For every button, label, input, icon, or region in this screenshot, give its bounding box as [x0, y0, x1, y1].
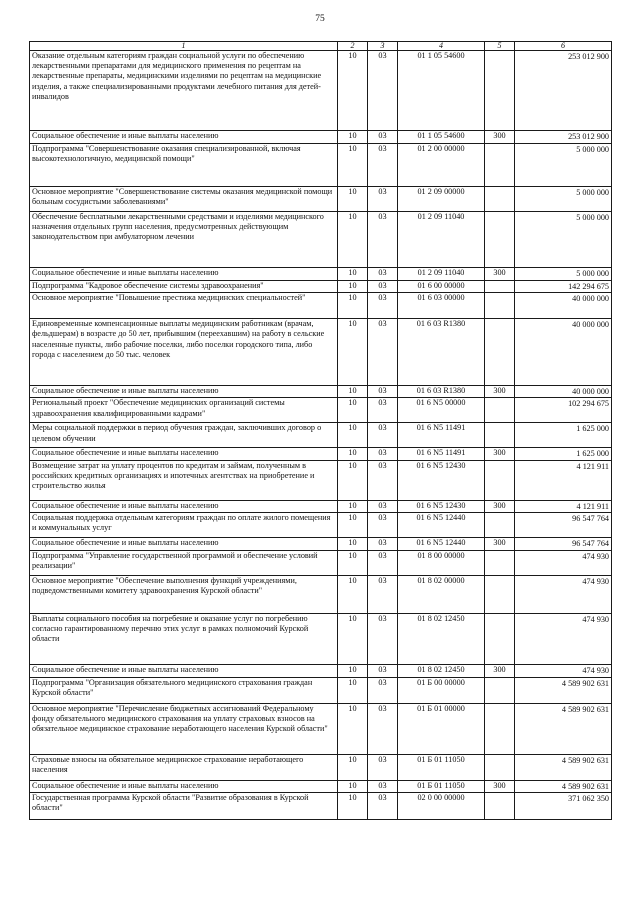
row-target-code-cell: 01 6 03 00000 [398, 293, 485, 319]
table-row [30, 677, 612, 703]
row-target-code-cell: 01 6 N5 00000 [398, 398, 485, 423]
row-section-cell: 10 [338, 187, 368, 212]
header-cell: 6 [515, 42, 612, 51]
row-target-code-cell: 01 6 N5 11491 [398, 448, 485, 460]
row-expense-type-cell [485, 144, 515, 187]
row-section-cell: 10 [338, 131, 368, 144]
row-name-cell: Подпрограмма "Управление государственной программой и обеспечение условий реализации" [30, 550, 338, 575]
row-amount-cell: 5 000 000 [515, 268, 612, 281]
row-target-code-cell: 01 1 05 54600 [398, 51, 485, 131]
row-name-cell: Меры социальной поддержки в период обучения граждан, заключивших договор о целевом обучении [30, 423, 338, 448]
row-subsection-cell: 03 [368, 780, 398, 792]
row-target-code-cell: 01 Б 00 00000 [398, 677, 485, 703]
row-section-cell: 10 [338, 613, 368, 664]
row-amount-cell: 1 625 000 [515, 448, 612, 460]
row-subsection-cell: 03 [368, 423, 398, 448]
row-expense-type-cell: 300 [485, 448, 515, 460]
row-amount-cell: 371 062 350 [515, 793, 612, 820]
row-section-cell: 10 [338, 398, 368, 423]
row-target-code-cell: 01 6 03 R1380 [398, 319, 485, 386]
row-subsection-cell: 03 [368, 613, 398, 664]
row-amount-cell: 474 930 [515, 613, 612, 664]
row-section-cell: 10 [338, 51, 368, 131]
row-amount-cell: 4 589 902 631 [515, 754, 612, 780]
row-expense-type-cell [485, 613, 515, 664]
row-amount-cell: 5 000 000 [515, 187, 612, 212]
table-row [30, 131, 612, 144]
table-row [30, 754, 612, 780]
row-expense-type-cell [485, 754, 515, 780]
row-section-cell: 10 [338, 550, 368, 575]
row-target-code-cell: 01 8 02 00000 [398, 575, 485, 613]
table-row [30, 537, 612, 550]
row-section-cell: 10 [338, 293, 368, 319]
row-amount-cell: 40 000 000 [515, 319, 612, 386]
row-target-code-cell: 02 0 00 00000 [398, 793, 485, 820]
row-target-code-cell: 01 8 02 12450 [398, 613, 485, 664]
row-subsection-cell: 03 [368, 550, 398, 575]
row-expense-type-cell [485, 460, 515, 500]
row-expense-type-cell: 300 [485, 537, 515, 550]
table-row [30, 500, 612, 512]
table-row [30, 575, 612, 613]
row-section-cell: 10 [338, 677, 368, 703]
row-subsection-cell: 03 [368, 575, 398, 613]
row-expense-type-cell: 300 [485, 780, 515, 792]
row-section-cell: 10 [338, 212, 368, 268]
row-target-code-cell: 01 6 N5 11491 [398, 423, 485, 448]
row-subsection-cell: 03 [368, 268, 398, 281]
row-amount-cell: 4 121 911 [515, 500, 612, 512]
table-row [30, 268, 612, 281]
row-expense-type-cell [485, 703, 515, 754]
row-section-cell: 10 [338, 512, 368, 537]
row-name-cell: Социальное обеспечение и иные выплаты населению [30, 268, 338, 281]
row-name-cell: Единовременные компенсационные выплаты медицинским работникам (врачам, фельдшерам) в возрасте до 50 лет, прибывшим (переехавшим) на работу в сельские населенные пункты, либо рабочие поселки, либо поселки городского типа, либо города с населением до 50 тыс. человек [30, 319, 338, 386]
row-expense-type-cell [485, 319, 515, 386]
table-row [30, 319, 612, 386]
row-expense-type-cell [485, 187, 515, 212]
row-subsection-cell: 03 [368, 793, 398, 820]
row-expense-type-cell [485, 575, 515, 613]
row-subsection-cell: 03 [368, 500, 398, 512]
row-section-cell: 10 [338, 448, 368, 460]
row-expense-type-cell [485, 398, 515, 423]
header-cell: 4 [398, 42, 485, 51]
header-cell: 5 [485, 42, 515, 51]
row-expense-type-cell [485, 293, 515, 319]
row-amount-cell: 253 012 900 [515, 131, 612, 144]
row-name-cell: Основное мероприятие "Перечисление бюджетных ассигнований Федеральному фонду обязательного медицинского страхования на уплату страховых взносов на обязательное медицинское страхование неработающего населения Курской области" [30, 703, 338, 754]
row-section-cell: 10 [338, 754, 368, 780]
row-amount-cell: 4 589 902 631 [515, 677, 612, 703]
table-row [30, 460, 612, 500]
header-cell: 2 [338, 42, 368, 51]
row-amount-cell: 4 589 902 631 [515, 780, 612, 792]
row-name-cell: Подпрограмма "Совершенствование оказания специализированной, включая высокотехнологичную, медицинской помощи" [30, 144, 338, 187]
row-target-code-cell: 01 2 09 11040 [398, 268, 485, 281]
table-row [30, 423, 612, 448]
row-expense-type-cell [485, 677, 515, 703]
row-target-code-cell: 01 8 00 00000 [398, 550, 485, 575]
row-subsection-cell: 03 [368, 677, 398, 703]
row-section-cell: 10 [338, 793, 368, 820]
row-subsection-cell: 03 [368, 281, 398, 293]
row-target-code-cell: 01 Б 01 11050 [398, 754, 485, 780]
budget-table [29, 41, 612, 820]
row-name-cell: Социальное обеспечение и иные выплаты населению [30, 664, 338, 677]
row-name-cell: Социальное обеспечение и иные выплаты населению [30, 448, 338, 460]
row-expense-type-cell: 300 [485, 131, 515, 144]
row-expense-type-cell [485, 51, 515, 131]
table-row [30, 793, 612, 820]
row-name-cell: Социальное обеспечение и иные выплаты населению [30, 131, 338, 144]
row-expense-type-cell [485, 512, 515, 537]
row-expense-type-cell: 300 [485, 664, 515, 677]
row-subsection-cell: 03 [368, 448, 398, 460]
row-subsection-cell: 03 [368, 319, 398, 386]
row-subsection-cell: 03 [368, 664, 398, 677]
row-section-cell: 10 [338, 423, 368, 448]
row-subsection-cell: 03 [368, 51, 398, 131]
row-amount-cell: 253 012 900 [515, 51, 612, 131]
row-target-code-cell: 01 2 09 00000 [398, 187, 485, 212]
table-row [30, 144, 612, 187]
row-expense-type-cell: 300 [485, 268, 515, 281]
row-subsection-cell: 03 [368, 293, 398, 319]
table-row [30, 448, 612, 460]
row-subsection-cell: 03 [368, 537, 398, 550]
row-section-cell: 10 [338, 500, 368, 512]
table-row [30, 187, 612, 212]
row-section-cell: 10 [338, 780, 368, 792]
row-target-code-cell: 01 8 02 12450 [398, 664, 485, 677]
row-subsection-cell: 03 [368, 131, 398, 144]
row-target-code-cell: 01 6 N5 12430 [398, 500, 485, 512]
row-amount-cell: 96 547 764 [515, 512, 612, 537]
row-target-code-cell: 01 Б 01 11050 [398, 780, 485, 792]
row-name-cell: Обеспечение бесплатными лекарственными средствами и изделиями медицинского назначения отдельных групп населения, предусмотренных действующим законодательством при амбулаторном лечении [30, 212, 338, 268]
row-section-cell: 10 [338, 268, 368, 281]
row-expense-type-cell: 300 [485, 386, 515, 398]
table-row [30, 703, 612, 754]
row-subsection-cell: 03 [368, 398, 398, 423]
table-row [30, 212, 612, 268]
row-amount-cell: 474 930 [515, 664, 612, 677]
row-target-code-cell: 01 1 05 54600 [398, 131, 485, 144]
row-amount-cell: 4 121 911 [515, 460, 612, 500]
row-expense-type-cell [485, 212, 515, 268]
row-subsection-cell: 03 [368, 386, 398, 398]
header-cell: 1 [30, 42, 338, 51]
table-row [30, 398, 612, 423]
row-amount-cell: 474 930 [515, 575, 612, 613]
row-target-code-cell: 01 6 03 R1380 [398, 386, 485, 398]
row-amount-cell: 40 000 000 [515, 293, 612, 319]
table-row [30, 51, 612, 131]
row-name-cell: Региональный проект "Обеспечение медицинских организаций системы здравоохранения квалифицированными кадрами" [30, 398, 338, 423]
table-row [30, 780, 612, 792]
row-section-cell: 10 [338, 319, 368, 386]
row-amount-cell: 5 000 000 [515, 212, 612, 268]
header-cell: 3 [368, 42, 398, 51]
row-target-code-cell: 01 2 00 00000 [398, 144, 485, 187]
row-expense-type-cell [485, 550, 515, 575]
row-amount-cell: 40 000 000 [515, 386, 612, 398]
table-row [30, 293, 612, 319]
row-name-cell: Социальное обеспечение и иные выплаты населению [30, 537, 338, 550]
row-subsection-cell: 03 [368, 187, 398, 212]
row-target-code-cell: 01 6 00 00000 [398, 281, 485, 293]
row-name-cell: Государственная программа Курской области "Развитие образования в Курской области" [30, 793, 338, 820]
row-name-cell: Социальное обеспечение и иные выплаты населению [30, 780, 338, 792]
row-section-cell: 10 [338, 281, 368, 293]
table-row [30, 550, 612, 575]
row-name-cell: Основное мероприятие "Совершенствование системы оказания медицинской помощи больным сосудистыми заболеваниями" [30, 187, 338, 212]
row-target-code-cell: 01 Б 01 00000 [398, 703, 485, 754]
row-expense-type-cell [485, 281, 515, 293]
row-amount-cell: 142 294 675 [515, 281, 612, 293]
row-name-cell: Подпрограмма "Организация обязательного медицинского страхования граждан Курской области" [30, 677, 338, 703]
row-name-cell: Выплаты социального пособия на погребение и оказание услуг по погребению согласно гарантированному перечню этих услуг в рамках полномочий Курской области [30, 613, 338, 664]
row-amount-cell: 4 589 902 631 [515, 703, 612, 754]
row-name-cell: Страховые взносы на обязательное медицинское страхование неработающего населения [30, 754, 338, 780]
row-section-cell: 10 [338, 144, 368, 187]
row-section-cell: 10 [338, 575, 368, 613]
row-target-code-cell: 01 2 09 11040 [398, 212, 485, 268]
row-expense-type-cell: 300 [485, 500, 515, 512]
row-target-code-cell: 01 6 N5 12430 [398, 460, 485, 500]
page-number: 75 [315, 14, 325, 24]
row-amount-cell: 474 930 [515, 550, 612, 575]
row-subsection-cell: 03 [368, 703, 398, 754]
row-target-code-cell: 01 6 N5 12440 [398, 512, 485, 537]
row-name-cell: Социальное обеспечение и иные выплаты населению [30, 500, 338, 512]
row-name-cell: Возмещение затрат на уплату процентов по кредитам и займам, полученным в российских кредитных организациях и ипотечных агентствах на приобретение и строительство жилья [30, 460, 338, 500]
row-target-code-cell: 01 6 N5 12440 [398, 537, 485, 550]
row-name-cell: Оказание отдельным категориям граждан социальной услуги по обеспечению лекарственными препаратами для медицинского применения по рецептам на лекарственные препараты, медицинскими изделиями по рецептам на медицинские изделия, а также специализированными продуктами лечебного питания для детей-инвалидов [30, 51, 338, 131]
row-section-cell: 10 [338, 703, 368, 754]
row-name-cell: Основное мероприятие "Обеспечение выполнения функций учреждениями, подведомственными комитету здравоохранения Курской области" [30, 575, 338, 613]
row-subsection-cell: 03 [368, 144, 398, 187]
budget-table-body [30, 42, 612, 820]
row-subsection-cell: 03 [368, 212, 398, 268]
row-amount-cell: 102 294 675 [515, 398, 612, 423]
row-expense-type-cell [485, 793, 515, 820]
row-name-cell: Социальная поддержка отдельным категориям граждан по оплате жилого помещения и коммунальных услуг [30, 512, 338, 537]
row-subsection-cell: 03 [368, 512, 398, 537]
table-row [30, 664, 612, 677]
row-name-cell: Социальное обеспечение и иные выплаты населению [30, 386, 338, 398]
table-row [30, 512, 612, 537]
row-amount-cell: 96 547 764 [515, 537, 612, 550]
row-section-cell: 10 [338, 664, 368, 677]
row-subsection-cell: 03 [368, 754, 398, 780]
row-section-cell: 10 [338, 537, 368, 550]
row-subsection-cell: 03 [368, 460, 398, 500]
table-row [30, 281, 612, 293]
row-section-cell: 10 [338, 386, 368, 398]
table-row [30, 386, 612, 398]
row-name-cell: Основное мероприятие "Повышение престижа медицинских специальностей" [30, 293, 338, 319]
row-name-cell: Подпрограмма "Кадровое обеспечение системы здравоохранения" [30, 281, 338, 293]
row-amount-cell: 5 000 000 [515, 144, 612, 187]
row-section-cell: 10 [338, 460, 368, 500]
table-header-row [30, 42, 612, 51]
row-amount-cell: 1 625 000 [515, 423, 612, 448]
row-expense-type-cell [485, 423, 515, 448]
table-row [30, 613, 612, 664]
